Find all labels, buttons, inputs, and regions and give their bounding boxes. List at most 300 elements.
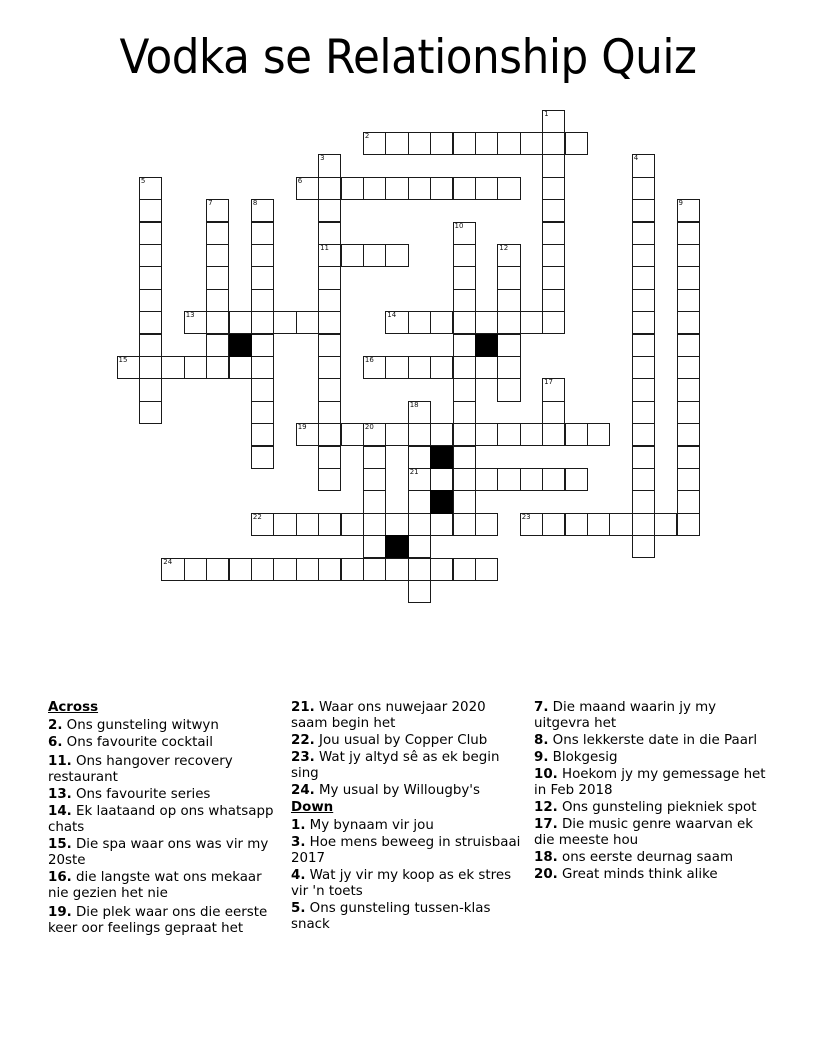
grid-cell[interactable]	[453, 177, 476, 200]
clue-number-label: 8	[252, 199, 258, 208]
grid-cell[interactable]	[542, 311, 565, 334]
clues-column-2	[291, 700, 526, 934]
grid-cell[interactable]	[273, 513, 296, 536]
grid-cell[interactable]	[430, 177, 453, 200]
grid-cell[interactable]	[542, 244, 565, 267]
clue-number-label: 15	[118, 355, 128, 364]
grid-cell[interactable]	[453, 490, 476, 513]
grid-cell[interactable]	[318, 513, 341, 536]
clue-number: 17.	[534, 817, 558, 832]
grid-cell[interactable]	[139, 222, 162, 245]
grid-cell[interactable]	[632, 490, 655, 513]
clue-number-label: 10	[454, 221, 464, 230]
clue-text: Great minds think alike	[562, 867, 718, 882]
grid-cell[interactable]	[453, 334, 476, 357]
clue-number: 7.	[534, 700, 549, 715]
grid-cell[interactable]	[408, 132, 431, 155]
grid-cell[interactable]	[408, 558, 431, 581]
grid-cell[interactable]	[453, 378, 476, 401]
clue-number: 15.	[48, 837, 72, 852]
clue-text: Hoekom jy my gemessage het in Feb 2018	[534, 767, 766, 798]
grid-cell[interactable]	[632, 401, 655, 424]
grid-cell[interactable]	[677, 423, 700, 446]
clue-number: 13.	[48, 787, 72, 802]
clue-number: 1.	[291, 818, 306, 833]
clue-number: 10.	[534, 767, 558, 782]
grid-cell[interactable]	[542, 468, 565, 491]
grid-cell[interactable]	[139, 401, 162, 424]
grid-cell[interactable]	[475, 311, 498, 334]
grid-cell[interactable]	[341, 177, 364, 200]
clue-number: 24.	[291, 783, 315, 798]
clue-across-15	[48, 837, 283, 869]
grid-cell[interactable]	[318, 446, 341, 469]
grid-cell[interactable]	[341, 244, 364, 267]
clue-number: 11.	[48, 754, 72, 769]
grid-cell[interactable]	[184, 356, 207, 379]
clue-across-14	[48, 804, 283, 836]
grid-cell[interactable]	[453, 244, 476, 267]
grid-cell[interactable]	[363, 356, 386, 379]
grid-cell[interactable]	[206, 356, 229, 379]
grid-cell[interactable]	[385, 356, 408, 379]
grid-cell[interactable]	[385, 177, 408, 200]
clue-down-12	[534, 800, 769, 816]
clue-number-label: 7	[208, 199, 213, 208]
clue-number-label: 2	[364, 131, 370, 140]
grid-cell[interactable]	[677, 490, 700, 513]
grid-cell[interactable]	[206, 244, 229, 267]
grid-cell[interactable]	[497, 356, 520, 379]
grid-cell[interactable]	[497, 334, 520, 357]
grid-cell[interactable]	[497, 132, 520, 155]
clue-across-22	[291, 733, 526, 749]
clue-number-label: 24	[163, 557, 173, 566]
clue-down-4	[291, 868, 526, 900]
clue-number-label: 23	[521, 512, 531, 521]
grid-cell[interactable]	[341, 513, 364, 536]
grid-cell[interactable]	[632, 244, 655, 267]
grid-cell[interactable]	[497, 423, 520, 446]
clue-number-label: 1	[544, 109, 549, 118]
grid-cell[interactable]	[251, 289, 274, 312]
grid-cell[interactable]	[453, 558, 476, 581]
clue-text: Ons gunsteling tussen-klas snack	[291, 901, 491, 932]
grid-cell[interactable]	[632, 311, 655, 334]
grid-cell[interactable]	[296, 311, 319, 334]
grid-cell[interactable]	[385, 558, 408, 581]
grid-cell[interactable]	[161, 558, 184, 581]
clue-text: Die spa waar ons was vir my 20ste	[48, 837, 269, 868]
grid-cell[interactable]	[408, 177, 431, 200]
grid-cell[interactable]	[677, 446, 700, 469]
clue-across-13	[48, 787, 283, 803]
grid-cell[interactable]	[677, 513, 700, 536]
grid-cell[interactable]	[251, 222, 274, 245]
clue-text: My bynaam vir jou	[309, 818, 434, 833]
grid-cell[interactable]	[229, 558, 252, 581]
grid-cell[interactable]	[497, 468, 520, 491]
grid-cell[interactable]	[632, 154, 655, 177]
grid-cell[interactable]	[453, 266, 476, 289]
grid-cell[interactable]	[251, 446, 274, 469]
clue-number-label: 3	[320, 154, 325, 163]
clue-number-label: 16	[364, 355, 374, 364]
clue-number: 21.	[291, 700, 315, 715]
grid-cell[interactable]	[677, 468, 700, 491]
grid-cell[interactable]	[677, 266, 700, 289]
grid-cell[interactable]	[139, 289, 162, 312]
grid-cell[interactable]	[318, 154, 341, 177]
grid-cell[interactable]	[273, 558, 296, 581]
grid-cell[interactable]	[318, 356, 341, 379]
grid-cell[interactable]	[229, 311, 252, 334]
grid-cell[interactable]	[475, 513, 498, 536]
across-heading: Across	[48, 700, 99, 715]
clue-down-10	[534, 767, 769, 799]
grid-cell[interactable]	[251, 513, 274, 536]
clue-across-16	[48, 870, 283, 902]
grid-cell[interactable]	[453, 423, 476, 446]
grid-cell[interactable]	[542, 154, 565, 177]
black-square	[430, 446, 453, 469]
grid-cell[interactable]	[385, 423, 408, 446]
black-square	[430, 490, 453, 513]
clue-down-9	[534, 750, 769, 766]
grid-cell[interactable]	[430, 311, 453, 334]
grid-cell[interactable]	[542, 222, 565, 245]
grid-cell[interactable]	[475, 356, 498, 379]
grid-cell[interactable]	[363, 132, 386, 155]
grid-cell[interactable]	[520, 311, 543, 334]
grid-cell[interactable]	[430, 132, 453, 155]
grid-cell[interactable]	[363, 244, 386, 267]
grid-cell[interactable]	[139, 378, 162, 401]
grid-cell[interactable]	[453, 132, 476, 155]
grid-cell[interactable]	[251, 334, 274, 357]
grid-cell[interactable]	[206, 222, 229, 245]
grid-cell[interactable]	[318, 558, 341, 581]
grid-cell[interactable]	[251, 311, 274, 334]
grid-cell[interactable]	[542, 423, 565, 446]
black-square	[385, 535, 408, 558]
grid-cell[interactable]	[184, 311, 207, 334]
grid-cell[interactable]	[542, 132, 565, 155]
grid-cell[interactable]	[632, 423, 655, 446]
clue-down-3	[291, 835, 526, 867]
grid-cell[interactable]	[363, 535, 386, 558]
grid-cell[interactable]	[139, 177, 162, 200]
clue-number-label: 21	[409, 467, 419, 476]
grid-cell[interactable]	[542, 177, 565, 200]
grid-cell[interactable]	[408, 535, 431, 558]
grid-cell[interactable]	[453, 289, 476, 312]
grid-cell[interactable]	[632, 199, 655, 222]
grid-cell[interactable]	[520, 132, 543, 155]
grid-cell[interactable]	[430, 356, 453, 379]
grid-cell[interactable]	[296, 558, 319, 581]
clue-text: Waar ons nuwejaar 2020 saam begin het	[291, 700, 486, 731]
grid-cell[interactable]	[542, 289, 565, 312]
grid-cell[interactable]	[475, 423, 498, 446]
clue-number: 8.	[534, 733, 549, 748]
clue-down-7	[534, 700, 769, 732]
clue-number-label: 12	[499, 243, 509, 252]
grid-cell[interactable]	[453, 222, 476, 245]
grid-cell[interactable]	[542, 513, 565, 536]
clue-number: 14.	[48, 804, 72, 819]
grid-cell[interactable]	[139, 334, 162, 357]
grid-cell[interactable]	[385, 244, 408, 267]
grid-cell[interactable]	[475, 132, 498, 155]
clue-across-24	[291, 783, 526, 799]
grid-cell[interactable]	[453, 311, 476, 334]
grid-cell[interactable]	[385, 132, 408, 155]
grid-cell[interactable]	[497, 266, 520, 289]
grid-cell[interactable]	[475, 468, 498, 491]
grid-cell[interactable]	[632, 266, 655, 289]
grid-cell[interactable]	[542, 266, 565, 289]
clue-number: 12.	[534, 800, 558, 815]
grid-cell[interactable]	[453, 446, 476, 469]
clue-number-label: 20	[364, 423, 374, 432]
grid-cell[interactable]	[632, 535, 655, 558]
clues-column-3	[534, 700, 769, 884]
grid-cell[interactable]	[296, 513, 319, 536]
clue-text: Die maand waarin jy my uitgevra het	[534, 700, 717, 731]
clue-text: Wat jy altyd sê as ek begin sing	[291, 750, 500, 781]
clue-number-label: 14	[387, 311, 397, 320]
grid-cell[interactable]	[430, 468, 453, 491]
grid-cell[interactable]	[318, 199, 341, 222]
grid-cell[interactable]	[565, 423, 588, 446]
clue-number: 18.	[534, 850, 558, 865]
grid-cell[interactable]	[632, 513, 655, 536]
grid-cell[interactable]	[408, 401, 431, 424]
grid-cell[interactable]	[296, 177, 319, 200]
clue-text: Ons gunsteling witwyn	[66, 718, 219, 733]
grid-cell[interactable]	[206, 289, 229, 312]
clue-number-label: 5	[140, 176, 146, 185]
grid-cell[interactable]	[318, 468, 341, 491]
clue-text: Ons gunsteling piekniek spot	[562, 800, 757, 815]
grid-cell[interactable]	[363, 446, 386, 469]
grid-cell[interactable]	[139, 199, 162, 222]
grid-cell[interactable]	[251, 244, 274, 267]
grid-cell[interactable]	[542, 401, 565, 424]
grid-cell[interactable]	[273, 311, 296, 334]
grid-cell[interactable]	[677, 378, 700, 401]
grid-cell[interactable]	[542, 110, 565, 133]
grid-cell[interactable]	[497, 311, 520, 334]
clue-number-label: 13	[185, 311, 195, 320]
clue-down-20	[534, 867, 769, 883]
grid-cell[interactable]	[677, 311, 700, 334]
grid-cell[interactable]	[251, 401, 274, 424]
grid-cell[interactable]	[475, 177, 498, 200]
clue-across-6	[48, 735, 283, 751]
grid-cell[interactable]	[677, 401, 700, 424]
clues-column-1	[48, 700, 283, 938]
clue-number-label: 17	[544, 378, 554, 387]
clue-number-label: 4	[633, 154, 639, 163]
clue-text: Ons favourite series	[76, 787, 211, 802]
grid-cell[interactable]	[139, 311, 162, 334]
grid-cell[interactable]	[318, 423, 341, 446]
clue-number-label: 11	[320, 243, 330, 252]
grid-cell[interactable]	[206, 311, 229, 334]
grid-cell[interactable]	[520, 513, 543, 536]
down-heading: Down	[291, 800, 334, 815]
clue-text: Hoe mens beweeg in struisbaai 2017	[291, 835, 521, 866]
grid-cell[interactable]	[453, 513, 476, 536]
grid-cell[interactable]	[677, 199, 700, 222]
grid-cell[interactable]	[565, 132, 588, 155]
grid-cell[interactable]	[318, 401, 341, 424]
grid-cell[interactable]	[497, 289, 520, 312]
grid-cell[interactable]	[587, 513, 610, 536]
clue-text: Ons favourite cocktail	[66, 735, 213, 750]
grid-cell[interactable]	[341, 558, 364, 581]
clue-number: 19.	[48, 905, 72, 920]
grid-cell[interactable]	[251, 356, 274, 379]
grid-cell[interactable]	[318, 289, 341, 312]
clue-text: Die plek waar ons die eerste keer oor feelings gepraat het	[48, 905, 268, 936]
grid-cell[interactable]	[251, 423, 274, 446]
grid-cell[interactable]	[408, 311, 431, 334]
grid-cell[interactable]	[632, 356, 655, 379]
clue-number: 23.	[291, 750, 315, 765]
grid-cell[interactable]	[251, 199, 274, 222]
grid-cell[interactable]	[318, 311, 341, 334]
grid-cell[interactable]	[363, 423, 386, 446]
grid-cell[interactable]	[363, 490, 386, 513]
grid-cell[interactable]	[520, 423, 543, 446]
grid-cell[interactable]	[341, 423, 364, 446]
clue-across-19	[48, 905, 283, 937]
clue-across-11	[48, 754, 283, 786]
grid-cell[interactable]	[385, 311, 408, 334]
grid-cell[interactable]	[632, 289, 655, 312]
grid-cell[interactable]	[363, 558, 386, 581]
grid-cell[interactable]	[430, 423, 453, 446]
grid-cell[interactable]	[408, 446, 431, 469]
grid-cell[interactable]	[520, 468, 543, 491]
grid-cell[interactable]	[161, 356, 184, 379]
grid-cell[interactable]	[251, 558, 274, 581]
grid-cell[interactable]	[654, 513, 677, 536]
grid-cell[interactable]	[408, 580, 431, 603]
grid-cell[interactable]	[677, 222, 700, 245]
grid-cell[interactable]	[206, 266, 229, 289]
clue-down-8	[534, 733, 769, 749]
grid-cell[interactable]	[632, 468, 655, 491]
clue-number: 20.	[534, 867, 558, 882]
grid-cell[interactable]	[542, 378, 565, 401]
grid-cell[interactable]	[318, 222, 341, 245]
grid-cell[interactable]	[408, 468, 431, 491]
page-title: Vodka se Relationship Quiz	[119, 30, 697, 85]
grid-cell[interactable]	[453, 401, 476, 424]
grid-cell[interactable]	[677, 356, 700, 379]
clue-number-label: 22	[252, 512, 262, 521]
grid-cell[interactable]	[632, 378, 655, 401]
grid-cell[interactable]	[565, 468, 588, 491]
grid-cell[interactable]	[430, 513, 453, 536]
grid-cell[interactable]	[430, 558, 453, 581]
grid-cell[interactable]	[632, 222, 655, 245]
grid-cell[interactable]	[609, 513, 632, 536]
grid-cell[interactable]	[318, 378, 341, 401]
grid-cell[interactable]	[677, 334, 700, 357]
grid-cell[interactable]	[453, 468, 476, 491]
clue-down-18	[534, 850, 769, 866]
grid-cell[interactable]	[565, 513, 588, 536]
clue-across-21	[291, 700, 526, 732]
grid-cell[interactable]	[677, 289, 700, 312]
clue-number: 4.	[291, 868, 306, 883]
clue-number-label: 9	[678, 199, 683, 208]
grid-cell[interactable]	[318, 244, 341, 267]
grid-cell[interactable]	[408, 490, 431, 513]
grid-cell[interactable]	[363, 513, 386, 536]
grid-cell[interactable]	[139, 356, 162, 379]
clue-number: 5.	[291, 901, 306, 916]
grid-cell[interactable]	[318, 334, 341, 357]
grid-cell[interactable]	[497, 378, 520, 401]
clue-number: 9.	[534, 750, 549, 765]
grid-cell[interactable]	[206, 199, 229, 222]
grid-cell[interactable]	[139, 266, 162, 289]
clue-text: Wat jy vir my koop as ek stres vir 'n toets	[291, 868, 512, 899]
grid-cell[interactable]	[318, 177, 341, 200]
clue-number-label: 18	[409, 400, 419, 409]
grid-cell[interactable]	[408, 423, 431, 446]
grid-cell[interactable]	[363, 468, 386, 491]
grid-cell[interactable]	[117, 356, 140, 379]
grid-cell[interactable]	[251, 266, 274, 289]
clue-text: Blokgesig	[552, 750, 618, 765]
grid-cell[interactable]	[587, 423, 610, 446]
clue-number-label: 19	[297, 423, 307, 432]
grid-cell[interactable]	[497, 244, 520, 267]
grid-cell[interactable]	[229, 356, 252, 379]
grid-cell[interactable]	[453, 356, 476, 379]
grid-cell[interactable]	[206, 558, 229, 581]
grid-cell[interactable]	[184, 558, 207, 581]
clue-text: die langste wat ons mekaar nie gezien het nie	[48, 870, 262, 901]
grid-cell[interactable]	[542, 199, 565, 222]
grid-cell[interactable]	[206, 334, 229, 357]
clue-text: Ons lekkerste date in die Paarl	[552, 733, 758, 748]
grid-cell[interactable]	[408, 513, 431, 536]
clue-across-2	[48, 718, 283, 734]
grid-cell[interactable]	[251, 378, 274, 401]
grid-cell[interactable]	[677, 244, 700, 267]
grid-cell[interactable]	[632, 334, 655, 357]
grid-cell[interactable]	[318, 266, 341, 289]
grid-cell[interactable]	[408, 356, 431, 379]
grid-cell[interactable]	[497, 177, 520, 200]
grid-cell[interactable]	[385, 513, 408, 536]
grid-cell[interactable]	[475, 558, 498, 581]
grid-cell[interactable]	[632, 446, 655, 469]
grid-cell[interactable]	[296, 423, 319, 446]
grid-cell[interactable]	[139, 244, 162, 267]
grid-cell[interactable]	[363, 177, 386, 200]
grid-cell[interactable]	[632, 177, 655, 200]
clue-down-5	[291, 901, 526, 933]
